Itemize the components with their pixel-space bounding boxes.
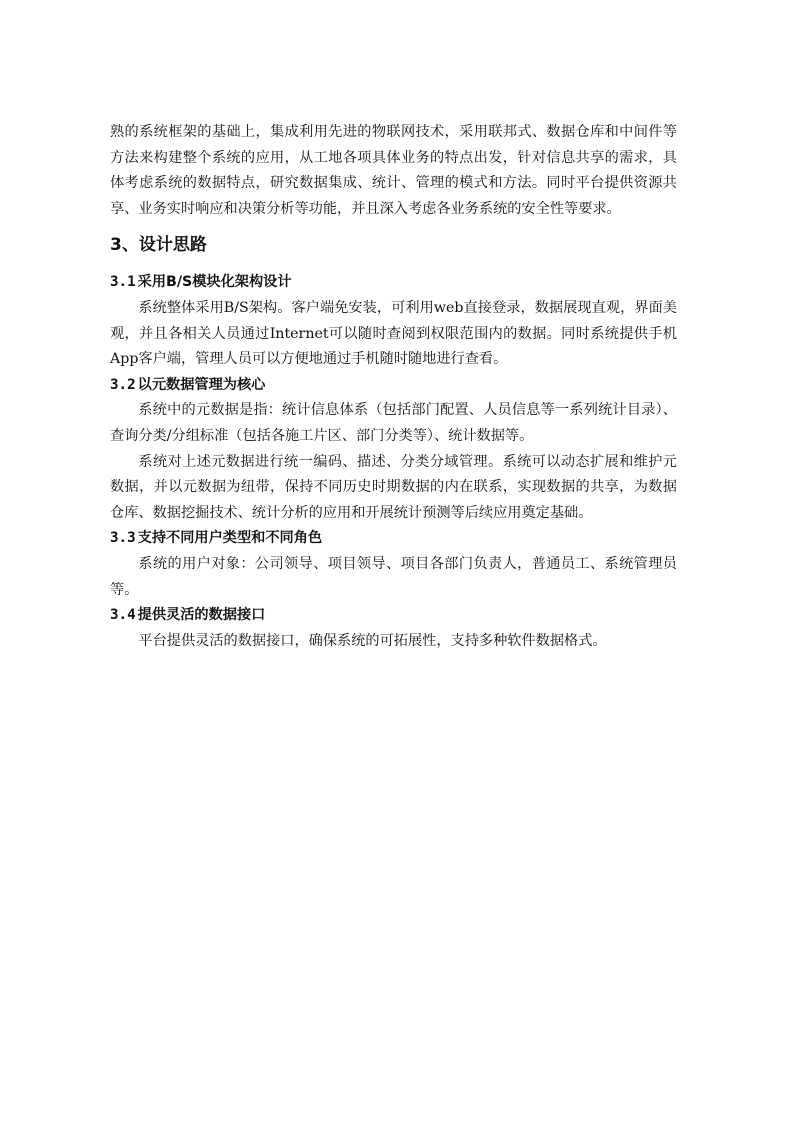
body-paragraph: 系统对上述元数据进行统一编码、描述、分类分域管理。系统可以动态扩展和维护元数据，并以元数据为纽带，保持不同历史时期数据的内在联系，实现数据的共享，为数据仓库、数据挖掘技术、统计分析的应用和开展统计预测等后续应用奠定基础。 [110,453,677,521]
subsection-title: 提供灵活的数据接口 [137,607,266,624]
subsection-number: 3.2 [110,376,136,393]
subsection-title: 以元数据管理为核心 [137,376,266,393]
intro-paragraph: 熟的系统框架的基础上，集成利用先进的物联网技术，采用联邦式、数据仓库和中间件等方法来构建整个系统的应用，从工地各项具体业务的特点出发，针对信息共享的需求，具体考虑系统的数据特点，研究数据集成、统计、管理的模式和方法。同时平台提供资源共享、业务实时响应和决策分析等功能，并且深入考虑各业务系统的安全性等要求。 [110,124,677,217]
subsection-heading [110,603,677,629]
subsection-3-1 [110,270,677,372]
subsection-title: 采用B/S模块化架构设计 [137,274,292,291]
body-paragraph: 系统整体采用B/S架构。客户端免安装，可利用web直接登录，数据展现直观，界面美观，并且各相关人员通过Internet可以随时查阅到权限范围内的数据。同时系统提供手机App客户端，管理人员可以方便地通过手机随时随地进行查看。 [110,299,677,368]
document-page [110,120,677,654]
subsection-number: 3.1 [110,274,136,291]
subsection-3-3 [110,526,677,603]
subsection-heading [110,270,677,296]
subsection-3-4 [110,603,677,654]
section-heading-design-approach: 3、设计思路 [110,235,207,256]
subsection-number: 3.3 [110,530,136,547]
subsection-number: 3.4 [110,607,136,624]
subsection-heading [110,526,677,552]
subsection-3-2 [110,373,677,527]
body-paragraph: 系统的用户对象：公司领导、项目领导、项目各部门负责人，普通员工、系统管理员等。 [110,555,677,598]
body-paragraph: 平台提供灵活的数据接口，确保系统的可拓展性，支持多种软件数据格式。 [138,632,607,649]
subsection-heading [110,373,677,399]
body-paragraph: 系统中的元数据是指：统计信息体系（包括部门配置、人员信息等一系列统计目录）、查询分类/分组标准（包括各施工片区、部门分类等）、统计数据等。 [110,402,677,444]
subsection-title: 支持不同用户类型和不同角色 [137,530,323,547]
